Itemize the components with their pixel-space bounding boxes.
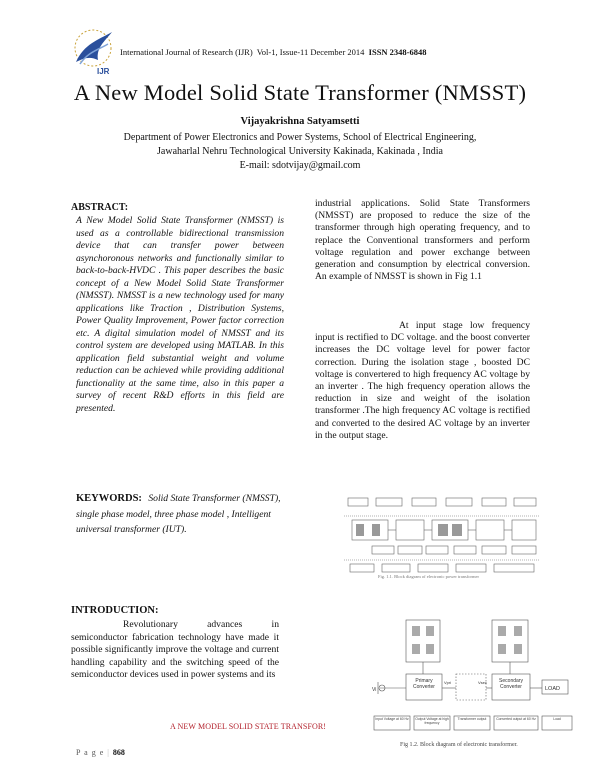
- page-number: 868: [112, 748, 125, 757]
- fig2-load-label: LOAD: [545, 686, 560, 692]
- fig2-primary-converter: Primary Converter: [413, 678, 435, 690]
- author-name: Vijayakrishna Satyamsetti: [240, 116, 360, 127]
- figure-1-block-diagram: [342, 492, 542, 576]
- abstract-heading: ABSTRACT:: [71, 202, 129, 213]
- journal-logo: [68, 22, 118, 82]
- figure-2-caption: Fig 1.2. Block diagram of electronic transformer.: [400, 742, 518, 748]
- author-email: E-mail: sdotvijay@gmail.com: [239, 160, 361, 171]
- fig2-vpri-label: Vpri: [444, 680, 452, 685]
- right-column-paragraph-1: industrial applications. Solid State Transformers (NMSST) are proposed to reduce the size of the transformer through high operating frequency, and to replace the Conventional transformers and perform voltage regulation and power exchange between generation and consumption by electrical conversion. An example of NMSST is shown in Fig 1.1: [315, 198, 530, 283]
- keywords-section: [76, 491, 284, 538]
- keywords-body: Solid State Transformer (NMSST), single phase model, three phase model , Intelligent universal transformer (IUT).: [76, 493, 281, 535]
- figure-1-caption: Fig. 1.1. Block diagram of electronic power transformer: [378, 574, 479, 579]
- page-separator: |: [107, 748, 110, 757]
- fig2-bottom-label-1: Output Voltage at high frequency: [415, 717, 449, 725]
- fig2-bottom-label-0: Input Voltage at 60 Hz: [375, 717, 409, 721]
- journal-header: [120, 47, 427, 57]
- introduction-body: Revolutionary advances in semiconductor fabrication technology have made it possible significantly improve the voltage and current handling capability and the switching speed of the semiconductor devices used in power systems and its: [71, 619, 279, 681]
- running-footer-title: A NEW MODEL SOLID STATE TRANSFOR!: [170, 722, 327, 731]
- fig2-secondary-converter: Secondary Converter: [499, 678, 523, 690]
- fig2-bottom-label-3: Converted output at 60 Hz: [496, 717, 536, 721]
- introduction-heading: INTRODUCTION:: [71, 605, 159, 616]
- fig2-bottom-label-4: Load: [553, 717, 561, 721]
- page-label: P a g e: [76, 748, 105, 757]
- fig2-vsec-label: Vsec: [478, 680, 487, 685]
- keywords-heading: KEYWORDS:: [76, 493, 142, 504]
- page-footer: [76, 748, 125, 757]
- affiliation-line-1: Department of Power Electronics and Power Systems, School of Electrical Engineering,: [123, 132, 477, 143]
- affiliation-line-2: Jawaharlal Nehru Technological University Kakinada, Kakinada , India: [157, 146, 443, 157]
- paper-title: A New Model Solid State Transformer (NMSST): [73, 80, 527, 105]
- journal-issn: ISSN 2348-6848: [368, 47, 427, 57]
- figure-2-block-diagram: [372, 618, 578, 742]
- fig2-bottom-label-2: Transformer output: [457, 717, 487, 721]
- logo-text: IJR: [97, 67, 110, 76]
- right-column-paragraph-2: At input stage low frequency input is rectified to DC voltage. and the boost converter increases the DC voltage level for power factor correction. During the isolation stage , boosted DC voltage is convertered to high frequency AC voltage by an inverter . The high frequency operation allows the reduction in size and weight of the isolation transformer .The high frequency AC voltage is rectified and converted to the desired AC voltage by an inverter in the output stage.: [315, 320, 530, 441]
- abstract-body: A New Model Solid State Transformer (NMSST) is used as a controllable bidirectional transmission device that can transfer power between asynchoronous networks and functionally similar to back-to-back-HVDC . This paper describes the basic concept of a New Model Solid State Transformer (NMSST). NMSST is a new technology used for many applications like Traction , Distribution Systems, Power Quality Improvement, Power factor correction etc. A digital simulation model of NMSST and its control system are developed using MATLAB. In this application field substantial weight and volume reduction can be achieved while providing additional functionality at the same time, also in this paper a survey of recent R&D efforts in this field are presented.: [76, 215, 284, 414]
- fig2-vi-label: Vi: [372, 687, 377, 693]
- journal-name: International Journal of Research (IJR): [120, 47, 253, 57]
- journal-volume-issue: Vol-1, Issue-11 December 2014: [256, 47, 365, 57]
